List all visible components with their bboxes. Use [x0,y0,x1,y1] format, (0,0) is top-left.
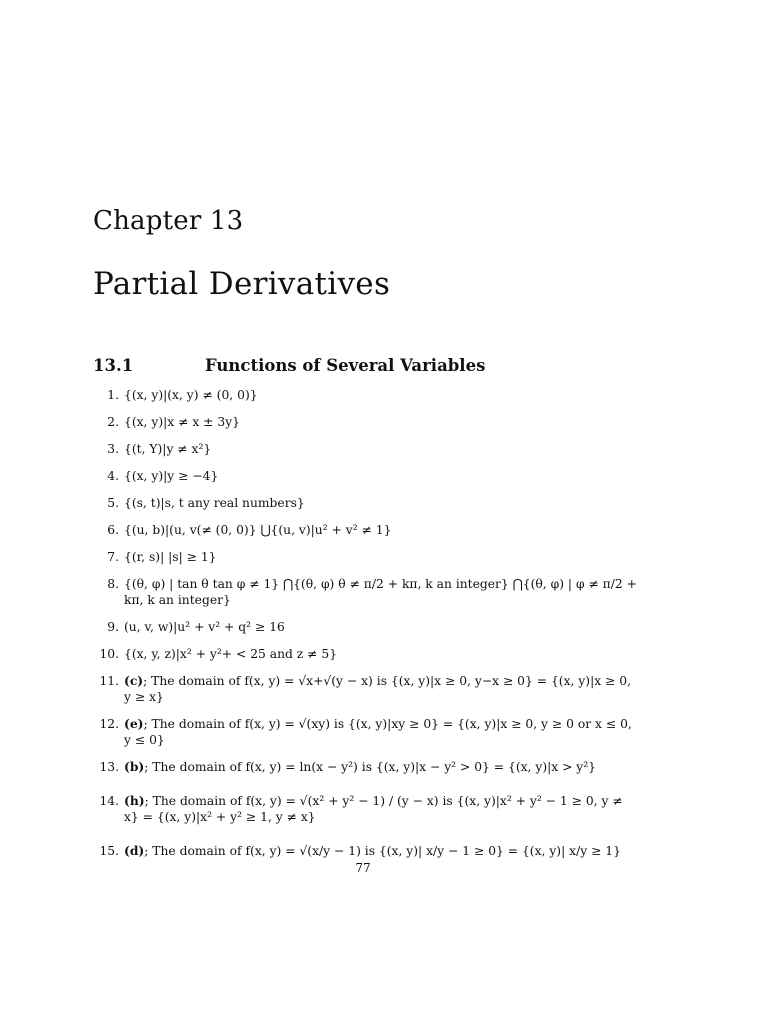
chapter-title: Partial Derivatives [93,266,391,302]
section-heading [93,356,485,375]
item-text: {(x, y)|(x, y) ≠ (0, 0)} [124,388,258,402]
item-number: 1. [107,388,119,402]
answer-text: ; The domain of f(x, y) = √x+√(y − x) is {(x, y)|x ≥ 0, y−x ≥ 0} = {(x, y)|x ≥ 0, y ≥ x} [124,674,631,704]
section-number: 13.1 [93,356,134,375]
item-text [124,673,638,705]
section-title: Functions of Several Variables [205,356,486,375]
answer-label: (d) [124,843,145,858]
item-text [124,843,638,859]
item-text: {(x, y)|y ≥ −4} [124,469,219,483]
item-number: 3. [107,442,119,456]
exercise-item-2 [93,414,638,430]
exercise-item-11 [93,673,638,705]
item-text: {(u, b)|(u, v(≠ (0, 0)} ⋃{(u, v)|u² + v² ≠ 1} [124,523,392,537]
item-number: 10. [99,647,119,661]
page-number: 77 [355,861,371,875]
exercise-item-5 [93,495,638,511]
item-text [124,759,638,775]
exercise-item-12 [93,716,638,748]
item-text: (u, v, w)|u² + v² + q² ≥ 16 [124,620,285,634]
item-text: {(r, s)| |s| ≥ 1} [124,550,217,564]
item-number: 11. [99,674,119,688]
exercise-item-4 [93,468,638,484]
exercise-item-1 [93,387,638,403]
answer-label: (b) [124,759,145,774]
answer-text: ; The domain of f(x, y) = √(x/y − 1) is {(x, y)| x/y − 1 ≥ 0} = {(x, y)| x/y ≥ 1} [144,844,621,858]
chapter-label: Chapter 13 [93,206,244,236]
exercise-item-6 [93,522,638,538]
answer-text: ; The domain of f(x, y) = ln(x − y²) is {(x, y)|x − y² > 0} = {(x, y)|x > y²} [144,760,597,774]
item-number: 5. [107,496,119,510]
item-text: {(x, y)|x ≠ x ± 3y} [124,415,240,429]
item-text: {(s, t)|s, t any real numbers} [124,496,305,510]
item-number: 6. [107,523,119,537]
item-number: 4. [107,469,119,483]
answer-label: (e) [124,716,144,731]
item-number: 15. [99,844,119,858]
item-text: {(t, Y)|y ≠ x²} [124,442,212,456]
exercise-item-3 [93,441,638,457]
exercise-item-7 [93,549,638,565]
item-number: 12. [99,717,119,731]
item-text [124,716,638,748]
item-text: {(θ, φ) | tan θ tan φ ≠ 1} ⋂{(θ, φ) θ ≠ π/2 + kπ, k an integer} ⋂{(θ, φ) | φ ≠ π/2 + kπ, k an integer} [124,577,637,607]
item-number: 8. [107,577,119,591]
item-number: 13. [99,760,119,774]
answer-label: (h) [124,793,145,808]
answer-label: (c) [124,673,144,688]
exercise-item-9 [93,619,638,635]
item-number: 9. [107,620,119,634]
exercise-item-10 [93,646,638,662]
item-number: 2. [107,415,119,429]
item-number: 14. [99,794,119,808]
item-text: {(x, y, z)|x² + y²+ < 25 and z ≠ 5} [124,647,338,661]
item-text [124,793,638,825]
exercise-item-14 [93,793,638,825]
exercise-item-15 [93,843,638,859]
answer-text: ; The domain of f(x, y) = √(xy) is {(x, y)|xy ≥ 0} = {(x, y)|x ≥ 0, y ≥ 0 or x ≤ 0, y ≤ 0} [124,717,632,747]
exercise-item-8 [93,576,638,608]
answer-text: ; The domain of f(x, y) = √(x² + y² − 1) / (y − x) is {(x, y)|x² + y² − 1 ≥ 0, y ≠ x} = {(x, y)|x² + y² ≥ 1, y ≠ x} [124,794,623,824]
exercise-item-13 [93,759,638,775]
exercise-list [93,387,638,859]
item-number: 7. [107,550,119,564]
